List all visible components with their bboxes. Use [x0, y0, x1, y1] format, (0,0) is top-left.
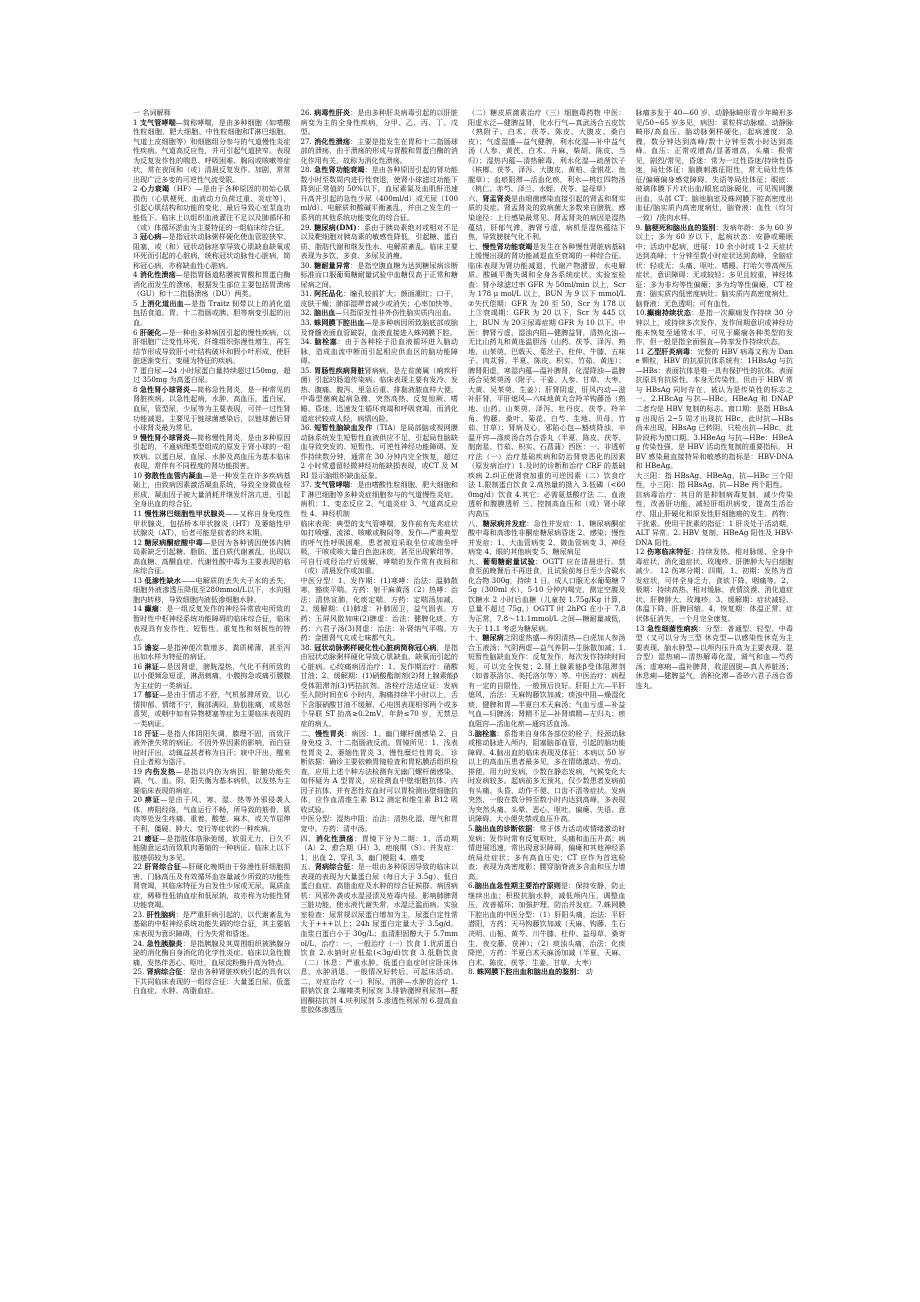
- paragraph: 5.脑出血的诊断依据：常于体力活动或情绪激动时发病；发作时常有反复呕吐，头痛和血压升高；病情进展迅速，常出现意识障碍，偏瘫和其他神经系统局灶症状；多有高血压史；CT 应作为首选检查；表现为高密度影；腰穿脑脊液多含血和压力增高。: [468, 824, 626, 881]
- paragraph: 11 乙型肝炎病毒：完整的 HBV 病毒又称为 Dane 颗粒，HBV 的抗原抗体系统有：1HBsAg 与抗—HBs：表面抗体是唯一具有保护性的抗体。表面抗原具有抗原性，本身无传染性，但由于 HBV 常与 HBsAg 同时存在，被认为是传染性的标志之一。2.HBcAg 与抗—HBc。HBeAg 和 DNAP 二者均是 HBV 复制的标志。窗口期：是指 HBsAg 出现后 2~5 周才出现抗 HBc，此时抗—HBs 尚未出现，HBsAg 已转阴，只检出抗—HBc，此阶段称为窗口期。3.HBeAg 与抗—HBe：HBeAg 传染性强，是 HBV 活动性复制的重要指标。 HBV 感染最直接特异和敏感的指标是：HBV-DNA 和 HBeAg。: [635, 346, 793, 471]
- paragraph: 18 汗证—是指人体阴阳失调，腠理不固，而致汗液外泄失常的病证。不因外界因素的影响，而白昼时时汗出，动辄益甚者称为自汗；寐中汗出，醒来自止者称为盗汗。: [133, 728, 291, 767]
- paragraph: 21 痿证—是指肢体筋脉弛缓，软弱无力，日久不能随意运动而致肌肉萎缩的一种病证。临床上以下肢痿弱较为多见。: [133, 833, 291, 862]
- paragraph: 8. 蛛网膜下腔出血和脑出血的鉴别： 动: [468, 967, 593, 977]
- paragraph: 28. 急性肾功能衰竭：是由各种原因引起的肾功能数小时至数周内进行性衰退，使肾小球滤过功能下降到正常值的 50%以下，血尿素氮及血肌酐迅速升高并引起的急性少尿（400ml/d）或无尿（100ml/d）、电解质和酸碱平衡紊乱，并由之发生的一系列的其他系统功能变化的综合征。: [300, 165, 458, 223]
- paragraph: 20 痹证—是由于风、寒、湿、热等外邪侵袭人体，痹阻经络，气血运行不畅，所导致的筋骨、肌肉等处发生疼痛、重着、酸楚、麻木，或关节屈伸不利，僵硬、肿大、变行等症状的一种疾病。: [133, 795, 291, 834]
- paragraph: 3 冠心病—是指冠状动脉粥样硬化使血管腔狭窄、阻塞，或（和）冠状动脉痉挛导致心肌缺血缺氧或坏死而引起的心脏病，统称冠状动脉性心脏病，简称冠心病，亦称缺血性心脏病。: [133, 232, 291, 270]
- paragraph: 23. 肝性脑病：是严重肝病引起的，以代谢紊乱为基础的中枢神经系统功能失调的综合征，其主要临床表现为意识障碍，行为失常和昏迷。: [133, 909, 291, 939]
- paragraph: 中医分型：湿热中阻：治法：清热化湿，理气和胃宽中。方药：清中汤。: [300, 814, 458, 834]
- paragraph: 15 谵妄—是指神便次数增多，粪质稀薄，甚至泻出如水样为特征的病证。: [133, 642, 291, 662]
- text-column-3: [468, 108, 626, 1288]
- paragraph: 19 内伤发热—是指以内伤为病因，脏腑功能失调，气、血、阴、阳失衡为基本病机，以发热为主要临床表现的病症。: [133, 766, 291, 795]
- paragraph: 7 蛋白尿—24 小时尿蛋白量持续超过150mg，超过 350mg 为高蛋白尿。: [133, 365, 291, 385]
- paragraph: 大三阳：指 HBsAg、HBeAg、抗—HBc 三个阳性，小三阳：指 HBsAg、抗—HBe 两个阳性。: [635, 470, 793, 490]
- paragraph: 抗病毒治疗：其目的是抑制病毒复制，减少传染性，改善肝功能，减轻肝组织病变，提高生活治疗、阻止肝硬化和原发性肝细胞癌的发生。药物：干扰素。使用干扰素的指征：1 肝炎处于活动期，ALT 异常。2. HBV 复制，HBeAg 阳性及 HBV-DNA 阳性。: [635, 489, 793, 547]
- paragraph: 32. 脑出血—只指原发性非外伤性脑实质内出血。: [300, 308, 456, 318]
- paragraph: 10.癫痫持续状态：是指一次癫痫发作持续 30 分钟以上，或持续多次发作，发作间期意识或神经功能未恢复至通常水平，可见于癫痫各种类型的发作，但一般是指全面强直—阵挛发作持续状态。: [635, 308, 793, 347]
- paragraph: （二）糖皮质激素治疗（三）细胞毒药物 中医：阳虚水泛—健脾益肾，化水行气—真武汤合五皮饮（熟附子、白术、茯苓、陈皮、大腹皮、桑白皮）；气虚湿盛—益气健脾，利水化湿—补中益气汤（人参、黄芪、白术、升麻、柴胡、陈皮、当归）；湿热内蕴—清热解毒，利水化湿—疏凿饮子（槟榔、茯苓、泽泻、大腹皮、黄柏、金银花、鱼腥草）；血瘀阻滞—活血化瘀，利水—桃红四物汤（桃仁、赤芍、泽兰、水蛭、茯苓、益母草）: [468, 108, 626, 194]
- paragraph: 脉瘤多发于 40—60 岁，动静脉畸形青少年畸形多见/50~65 岁多见，病因：菜粒样动脉瘤、动静脉畸形/高血压、脑动脉粥样硬化，起病速度：急骤，数分钟达到高峰/数十分钟至数小时达到高峰。血压：正常或增高/显著增高，头痛：极常见，剧烈/常见，昏迷：常为一过性昏迷/持续性昏迷，局灶体征：脑膜刺激征阳性，常无局灶性体征/偏瘫偏身感觉障碍、失语等局灶体征；眼底：玻璃体膜下片状出血/眼底动脉硬化，可见视网膜出血，头部 CT：脑池脑室及蛛网膜下腔高密度出血征/脑实质内高密度病灶，脑脊液：血性（均匀一致）/洗肉水样。: [635, 108, 793, 223]
- paragraph: 五、肾病综合征：是一组由多种原因导致的临床以表现的表现为大量蛋白尿（每日大于 3.5g）、低白蛋白血症、高脂血症及水肿的综合征候群。病因病机：风邪外袭或水湿浸渍及疮毒内侵。影响肺脾肾三脏功能，使水液代谢失常，水湿泛滥而病。实验室检查：尿常规以尿蛋白增加为主，尿蛋白定性常大于+++以上；24h 尿蛋白定量大于 3.5g/d。血浆白蛋白小于 30g/L；血清胆固醇大于 5.7mmol/L，治疗：一、一般治疗（一）饮食 1.优质蛋白饮食 2.水钠时应低盐(<3g/d)饮食 3.低脂饮食（二）休息：严重水肿、低蛋白血症时应卧床休息，水肿消退、一般情况好转后，可起床活动。二、对症治疗（一）利尿，消肿—水肿的治疗 1.限钠饮食 2.噻嗪类利尿剂 3.排钠潴钾利尿剂—醛固酮拮抗剂 4.呋利尿剂 5.渗透性利尿剂 6.提高血浆胶体渗透压: [300, 862, 458, 1015]
- paragraph: 1 支气管哮喘—简称哮喘，是由多种细胞（如嗜酸性粒细胞、肥大细胞、中性粒细胞和T淋巴细胞、气道上皮细胞等）和细胞组分参与的气道慢性炎症性疾病。气道高反应性，并可引起气道狭窄。表现为反复发作性的喘息、呼吸困难、胸闷或咳嗽等症状，常在夜间和（或）清晨反复发作、加剧，常常出现广泛多变的可逆性气流受限。: [133, 117, 291, 184]
- paragraph: 8 急性肾小球肾炎—简称急性肾炎，是一种常见的肾脏疾病。以急性起病，水肿，高血压，蛋白尿，血尿，管型尿，少尿等为主要表现，可伴一过性肾功能减退。主要见于链球菌感染后，以链球菌后肾小球肾炎最为常见。: [133, 384, 291, 433]
- paragraph: 一 名词解释: [133, 108, 171, 117]
- paragraph: 3.脑栓塞：系指来自身体各部位的栓子，经颈动脉或椎动脉进入颅内，阻塞脑部血管，引起的脑功能障碍。4.脑出血的临床表现及体征：本病以 50 岁以上的高血压患者最多见，多在情绪激动、劳动、排便、用力时发病，少数在静态发病，气候变化大时发病较多。起病前多无预兆，仅少数患者发病前有头痛、头昏、动作不便、口齿不清等症状。发病突然，一般在数分钟至数小时内达到高峰，多表现为突然头痛、头晕、恶心、呕吐、偏瘫、失语、意识障碍、大小便失禁或血压升高。: [468, 728, 626, 824]
- paragraph: 6 肝硬化—是一种由多种病因引起的慢性疾病，以肝细胞广泛变性坏死，纤维组织弥漫性增生，再生结节形成导致肝小叶结构破坏和假小叶形成，使肝脏逐渐变行、变硬为特征的疾病。: [133, 327, 291, 366]
- paragraph: 11 慢性淋巴细胞性甲状腺炎——又称自身免疫性甲状腺炎，包括桥本甲状腺炎（HT）及萎缩性甲状腺炎（AT），后者可能是前者的终末期。: [133, 508, 291, 538]
- paragraph: 七、慢性肾功能衰竭是发生在各种慢性肾脏病基础上缓慢出现的肾功能减退直至衰竭的一种综合征。临床表现为肾功能减退，代谢产物潴留，水电解质、酸碱平衡失调和全身各系统症状。实验室检查：肾小球滤过率 GFR 为 50ml/min 以上，Scr 为 178 μ mol/L 以上，BUN 为 9 以下 mmol/L②失代偿期：GFR 为 20 至 50，Scr 为 178 以上③衰竭期：GFR 为 20 以下，Scr 为 445 以上，BUN 为 20④尿毒症期 GFR 为 10 以下。中医：脾肾亏虚，湿浊内阻—健脾益肾，清热化浊—无比山药丸和黄连温胆汤（山药、茯苓、泽泻、熟地、山茱萸、巴戟天、菟丝子、杜仲、牛膝、五味子、肉苁蓉、半夏、陈皮、枳实、竹茹、黄连）；脾肾阳虚，寒湿内蕴—温补脾肾，化湿降浊—温脾汤合吴茱萸汤（附子、干姜、人参、甘草、大枣、大黄、吴茱萸、生姜）；肝肾阴虚，肝风内动—滋补肝肾，平肝熄风—六味地黄丸合羚羊钩藤汤（熟地、山药、山茱萸、泽泻、牡丹皮、茯苓、羚羊角、钩藤、桑叶、菊花、白芍、生地、贝母、竹茹、甘草）；肾病及心，邪陷心包—豁痰降浊，辛温开窍—涤痰汤合苏合香丸（半夏、陈皮、茯苓、制南星、竹茹、枳实、石菖蒲）西医：一、非透析疗法（一）治疗基础疾病和防治肾衰恶化的因素（原发病治疗）1.及时的诊断和治疗 CRF 的基础疾病 2.纠正使肾衰加重的可逆因素（二）饮食疗法 1.限制蛋白饮食 2.高热量的摄入 3.低磷（<600mg/d）饮食 4.其它：必需氨基酸疗法 二、血液透析和腹膜透析 三、控制高血压和（或）肾小球内高压: [468, 241, 626, 518]
- paragraph: 31. 阿托品化：瞳孔较前扩大；颜面潮红；口干，皮肤干燥；肺部湿啰音减少或消失；心率加快等。: [300, 289, 458, 308]
- paragraph: 12 伤寒临床特征：持续发热、相对脉缓、全身中毒症状、消化道症状、玫瑰疹、肝脾肿大与白细胞减少。 12 伤寒分期：四期，1、初期：发热为首发症状，可伴全身乏力，食欲下降、咽痛等。2、极期：持续高热、相对缓脉、表情淡漠、消化道症状、肝脾肿大、玫瑰疹。3、缓解期：症状减轻、体温下降、肝脾回缩。4、恢复期：体温正常、症状体征消失，一个月完全康复。: [635, 547, 793, 623]
- paragraph: 十、糖尿病之阴虚热盛—养阴清热—白虎加人参汤合玉液汤；气阴两虚—益气养阴—生脉散加减；1.短暂性脑缺血发作：反复发作，每次发作持续时间短，可以完全恢复；2.肾上腺素能β受体阻滞剂（如普萘洛尔、美托洛尔等）等。中医治疗：病程有一定的自限性，一般预后良好。肝阳上亢—平肝熄风，治法：天麻钩藤饮加减；痰浊中阻—燥湿化痰，健脾和胃—半夏白术天麻汤；气血亏虚—补益气血—归脾汤；肾精不足—补肾填精—左归丸；瘀血阻窍—活血化瘀—通窍活血汤。: [468, 633, 626, 728]
- paragraph: 30. 糖耐量异常：是指空腹血糖为达到糖尿病诊断标准而口服葡萄糖耐量试验中血糖仅高于正常和糖尿病之间。: [300, 260, 458, 289]
- paragraph: 6.脑出血急性期主要治疗原则是：保持安静，防止继续出血；积极抗脑水肿，减低颅内压，调整血压，改善循环；加强护理，防治并发症。7.蛛网膜下腔出血的中医分型：（1）肝阳头痛，治法：平肝潜阳，方药：天马钩藤饮加减（天麻、钩藤、生石决明、山栀、黄芩、川牛膝、杜仲、益母草、桑寄生、夜交藤、茯神）；（2）痰浊头痛，治法：化痰降逆，方药：半夏白术天麻汤加减（半夏、天麻、白术、陈皮、茯苓、生姜、甘草、大枣）: [468, 881, 626, 967]
- paragraph: 4 消化性溃疡—是指胃肠道粘膜被胃酸和胃蛋白酶消化而发生的溃疡，根据发生部位主要包括胃溃疡（GU）和十二指肠溃疡（DU）两类。: [133, 270, 291, 299]
- paragraph: 14 癫痫：是一组反复发作的神经异常放电所致的暂时性中枢神经系统功能障碍的临床综合征，临床表现具有发作性、短暂性、重复性和刻板性的特点。: [133, 604, 291, 643]
- paragraph: 17 郁证—是由于情志不舒，气机郁滞所致，以心情抑郁、情绪不宁，胸部满闷，胁肋胀痛，或易怒喜哭，或咽中如有异物梗塞等症为主要临床表现的一类病证。: [133, 690, 291, 728]
- paragraph: 六、肾盂肾炎是由细菌感染直接引起的肾盂和肾实质的炎症。肾盂肾炎的致病菌大多数来自膀胱。感染途径：上行感染最常见、肾盂肾炎的病因是湿热蕴结，肝郁气滞，脾肾亏虚，病机是湿热蕴结下焦，导致膀胱气化不利。: [468, 193, 626, 242]
- paragraph: 12 糖尿病酮症酸中毒—是因为各种诱因使体内胰岛素缺乏引起糖、脂肪、蛋白质代谢紊乱，出现以高血糖、高酮血症、代谢性酸中毒为主要表现的临床综合征。: [133, 537, 291, 576]
- paragraph: 八、糖尿病并发症：急性并发症：1、糖尿病酮症酸中毒和高渗性非酮症糖尿病昏迷 2、感染；慢性并发症：1、大血管病变 2、微血管病变 3、神经病变 4、眼的其他病变 5、糖尿病足: [468, 518, 626, 557]
- paragraph: 36. 短暂性脑缺血发作（TIA）是局部脑或视网膜动脉系统发生短暂性血液供应不足，引起局性脑缺血导致突发的、短暂性、可逆性神经功能障碍。发作持续数分钟，通常在 30 分钟内完全恢复，超过 2 小时常遗留轻微神经功能缺损表现，或CT 及 MRI 显示脑组织缺血征象。: [300, 423, 458, 480]
- paragraph: 四、消化性溃疡：胃镜下分为二期：1、活动期（A）2、愈合期（H）3、疤痕期（S）；并发症：1、出血 2、穿孔 3、幽门梗阻 4、癌变: [300, 833, 458, 862]
- paragraph: 13 急性细菌性痢疾：分型：普通型、轻型、中毒型（又可以分为三型 休克型—以感染性休克为主要表现、脑水肿型—以颅内压升高为主要表现、混合型）湿热痢—清热解毒化湿，调气和血—芍药汤；虚寒痢—温补脾肾，收涩固脱—真人养脏汤；休息痢—健脾益气，消积化滞—香砂六君子汤合香连丸。: [635, 623, 793, 690]
- text-column-2: [301, 108, 459, 1288]
- paragraph: 9. 脑梗死和脑出血的鉴别：发病年龄：多为 60 岁以上；多为 60 岁以下，起病状态：安静或睡眠中；活动中起病，进展：10 余小时或 1-2 天症状达到高峰；十分钟至数小时症状达到高峰，全脑症状：轻或无；头痛、呕吐、嗜睡、打哈欠等高颅压症状，意识障碍：无或较轻；多见且较重，神经体征：多为非均等性偏瘫；多为均等性偏瘫，CT 检查：脑实质内低密度病灶；脑实质内高密度病灶，脑脊液：无色透明；可有血性。: [635, 222, 793, 308]
- paragraph: 37. 支气管哮喘：是由嗜酸性粒细胞、肥大细胞和 T 淋巴细胞等多种炎症细胞参与的气道慢性炎症。 病机：1、变态反应 2、气道炎症 3、气道高反应性 4、神经机制: [300, 480, 458, 518]
- paragraph: 22 肝肾综合征—肝硬化晚期由于弥漫性肝细胞损害、门脉高压及有效循环血容量减少所致的功能性肾衰竭，其临床特征为自发性少尿或无尿，氮质血症，稀释性低钠血症和低尿钠，故亦称为功能性肾功能衰竭。: [133, 862, 291, 910]
- text-column-1: [133, 108, 291, 1288]
- paragraph: 26. 病毒性肝炎：是由多种肝炎病毒引起的以肝脏病变为主的全身性疾病，分甲、乙、丙、丁、戊型。: [300, 108, 458, 137]
- paragraph: 9 慢性肾小球肾炎—简称慢性肾炎，是由多种原因引起的，不通病理类型组成的原发于肾小球的一组疾病。以蛋白尿、血尿、水肿及高血压为基本临床表现，常伴有不同程度的肾功能损害。: [133, 432, 291, 471]
- paragraph: 13 低渗性缺水——电解质的丢失大于水的丢失，细胞外液渗透压降低至280mmol/L以下，水向细胞内转移，导致细胞内液低渗细胞水肿。: [133, 575, 291, 604]
- paragraph: 29. 糖尿病(DM)：系由于胰岛素绝对或相对不足以及靶细胞对胰岛素的敏感性降低，引起糖、蛋白质、脂肪代谢和继发性水、电解质紊乱。临床主要表现为多饮、多食、多尿及消瘦。: [300, 222, 458, 261]
- paragraph: 九、葡萄糖耐量试验：OGTT 应在清晨进行。禁食至前晚餐后不再进食，且试验前每日至少含碳水化合物 300g，持续 1 日。成人口服无水葡萄糖 75g（300ml 水），5-10 分钟内喝完，测定空腹及饮糖水 2 小时后血糖（儿童按 1.75g/Kg 计算，总量不超过 75g。）OGTT 时 2hPG 在小于 7.8 为正常，7.8～11.1mmol/L 之间—糖耐量减低，大于 11.1 考虑为糖尿病。: [468, 556, 626, 633]
- paragraph: 33. 蛛网膜下腔出血—是多种病因所致脑底部或脑及脊髓表面血管破裂，血液直接进入蛛网膜下腔。: [300, 318, 458, 337]
- paragraph: 二、慢性胃炎：病因：1、幽门螺杆菌感染 2、自身免疫 3、十二指肠液反流。胃镜所见：1、浅表性胃炎 2、萎缩性胃炎 3、慢性糜烂性胃炎。 诊断依据：确诊主要依赖胃镜检查和胃粘膜活组织检查，应用上述个种方法检测有无幽门螺杆菌感染，如怀疑为 A 型胃炎，应检测血中壁细胞抗体、内因子抗体、并有恶性贫血时可以胃检测出壁细胞抗体，应作血清维生素 B12 测定和维生素 B12 吸收试验。: [300, 728, 458, 814]
- paragraph: 35. 胃肠性疾病肾脏肾病病，是左贫菌属（痢疾杆菌）引起的肠道传染病。临床表现主要有发冷、发热、腹痛、腹泻、里急后重、排黏液脓血样大便。中毒型菌痢起病急骤、突然高热、反复惊厥、嗜睡、昏迷，迅速发生循环衰竭和呼吸衰竭，而消化道症状较成人轻，病情凶险。: [300, 365, 458, 423]
- paragraph: 24. 急性胰腺炎：是指胰腺及其周围组织被胰腺分泌的消化酶自身消化的化学性炎症。临床以急性腹痛，发热伴恶心、呕吐，血尿淀粉酶升高为特点。: [133, 938, 291, 967]
- paragraph: 34. 脑栓塞：由于各种栓子沿血液循环进入脑动脉，造成血流中断而引起相应供血区的脑功能障碍。: [300, 337, 458, 366]
- text-column-4: [636, 108, 794, 1288]
- paragraph: 10 弥散性血管内凝血—是一种发生在许多疾病基础上，由致病因素激活凝血系统，导致全身微血栓形成，凝血因子被大量消耗并继发纤溶亢进，引起全身出血的综合征。: [133, 470, 291, 509]
- paragraph: 25. 肾病综合征：是由各种肾脏疾病引起的具有以下共同临床表现的一组综合征：大量蛋白尿、低蛋白血症、水肿、高脂血症。: [133, 967, 291, 996]
- paragraph: 27. 消化性溃疡：主要是指发生在胃和十二指肠球部的溃疡，由于溃疡的形成与胃酸和胃蛋白酶的消化作用有关，故称为消化性溃疡。: [300, 136, 458, 165]
- paragraph: 16 淋证—是因肾虚，膀胱湿热，气化不利所致的以小便频急短涩，淋沥刺痛，小腹拘急或痛引腰腹为主症的一类病证。: [133, 661, 291, 690]
- paragraph: 中医分型：1、发作期：(1)寒哮：治法：温肺散寒，豁痰平喘。方药：射干麻黄汤（2）热哮：治法：清热宣肺，化痰定喘。方药：定喘汤加减。2、缓解期：(1)肺虚：补肺固卫，益气固表。方药：玉屏风散加味(2)脾虚：治法：健脾化痰。方药：六君子汤(3)肾虚：治法：补肾纳气平喘。方药：金匮肾气丸或七味都气丸。: [300, 575, 458, 643]
- paragraph: 5 上消化道出血—是指 Traitz 韧带以上的消化道包括食道、胃、十二指肠或胰、胆等病变引起的出血。: [133, 298, 291, 328]
- paragraph: 2 心力衰竭（HF）—是由于各种原因的初始心肌损伤（心肌梗死、血液动力负荷过重、炎症等），引起心肌结构和功能的变化，最后导致心室泵血功能低下。临床上以组织血液灌注不足以及肺循环和（或）体循环淤血为主要特征的一组临床综合征。: [133, 184, 291, 232]
- document-page: [133, 108, 793, 1288]
- paragraph: 临床表现：典型的支气管哮喘，发作前有先兆症状如打喷嚏、流涕、咳嗽或胸闷等，发作—严重典型的呼气性呼吸困难，患者被迫采取坐位或端坐呼吸，干咳或咳大量白色泡沫痰，甚至出现紫绀等。可自行或经治疗后缓解，哮喘的发作常有夜间和（或）清晨发作或加重。: [300, 518, 458, 576]
- paragraph: 38. 冠状动脉粥样硬化性心脏病简称冠心病，是指由冠状动脉粥样硬化导致心肌缺血、缺氧而引起的心脏病。心绞痛病因治疗：1、发作期治疗：硝酸甘油；2、缓解期：(1)硝酸酯制剂(2)肾上腺素能β受体阻滞剂(3)钙拮抗剂。溶栓疗法适应证：发病至入院时间在6 小时内，胸痛持续半小时以上，舌下含服硝酸甘油不缓解，心电图表现相邻两个或多个导联 ST 抬高≥0.2mV，年龄≤70 岁，无禁忌症的病人。: [300, 642, 458, 728]
